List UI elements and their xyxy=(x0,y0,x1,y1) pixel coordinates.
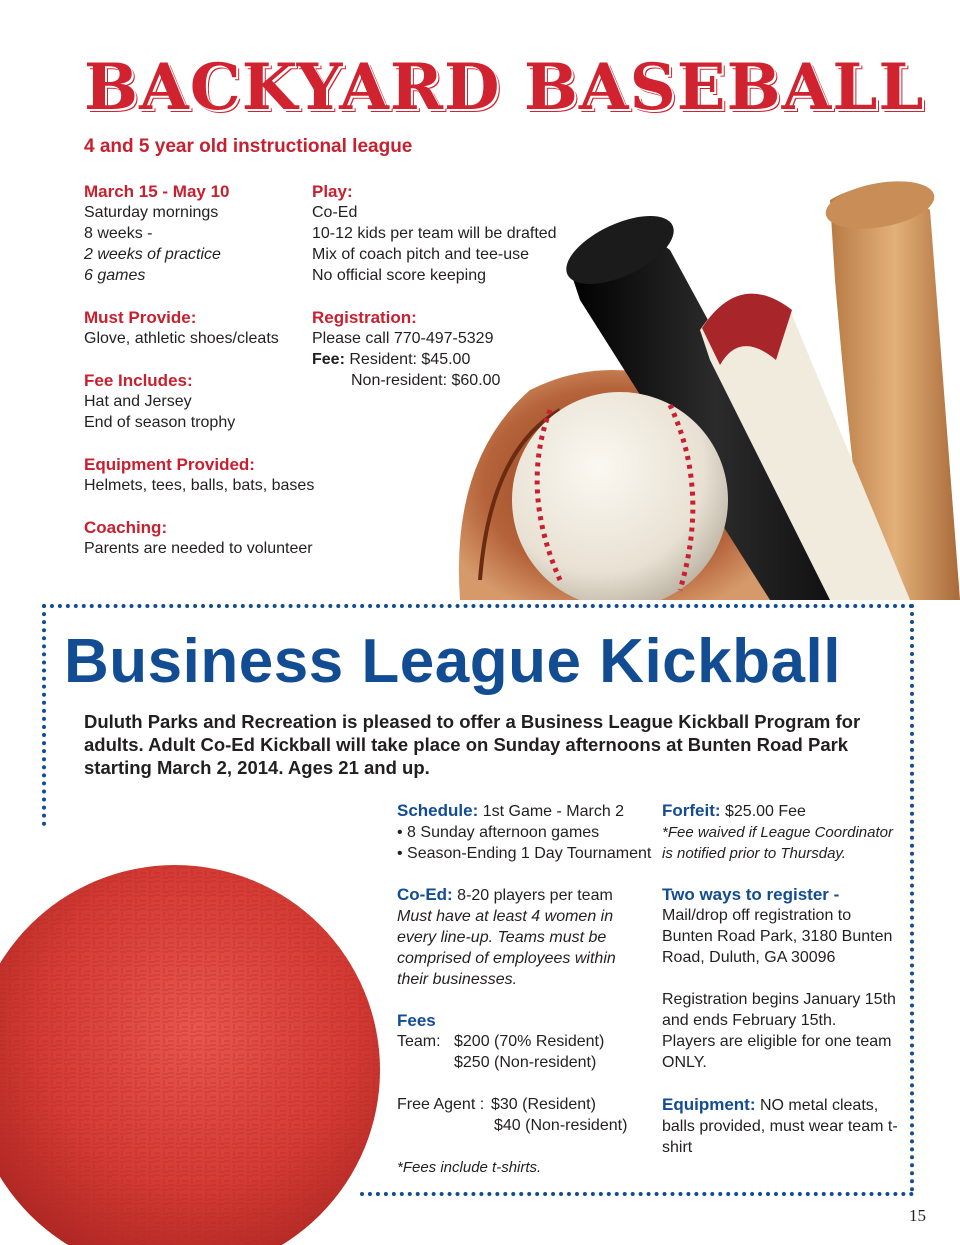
kickball-title: Business League Kickball xyxy=(64,627,841,696)
play-heading: Play: xyxy=(312,182,353,201)
forfeit-italic: *Fee waived if League Coordinator is notified prior to Thursday. xyxy=(662,824,893,862)
coed-section xyxy=(397,884,642,990)
agent-resident: $30 (Resident) xyxy=(491,1096,596,1113)
fee-includes-section xyxy=(84,370,314,433)
coed-text: 8-20 players per team xyxy=(457,887,613,904)
must-provide-text: Glove, athletic shoes/cleats xyxy=(84,330,279,347)
fee-nonresident: Non-resident: $60.00 xyxy=(351,372,501,389)
dates-line: 2 weeks of practice xyxy=(84,246,221,263)
team-label: Team: xyxy=(397,1033,441,1050)
kickball-dotted-border-left xyxy=(42,604,50,826)
must-provide-heading: Must Provide: xyxy=(84,308,197,327)
backyard-dates-section xyxy=(84,181,314,286)
register-section xyxy=(662,884,900,1073)
fee-resident: Resident: $45.00 xyxy=(349,351,471,368)
red-kickball-image xyxy=(0,800,400,1245)
team-resident: $200 (70% Resident) xyxy=(454,1033,605,1050)
kickball-intro: Duluth Parks and Recreation is pleased to offer a Business League Kickball Program for adults. Adult Co-Ed Kickball will take place on Sunday afternoons at Bunten Road Park starting March 2, 2014. Ages 21 and up. xyxy=(84,711,861,778)
schedule-bullet: • Season-Ending 1 Day Tournament xyxy=(397,845,652,862)
page-number: 15 xyxy=(909,1206,926,1225)
fee-includes-line: End of season trophy xyxy=(84,414,236,431)
fee-includes-line: Hat and Jersey xyxy=(84,393,192,410)
team-nonresident: $250 (Non-resident) xyxy=(454,1054,597,1071)
play-line: 10-12 kids per team will be drafted xyxy=(312,225,557,242)
play-line: Co-Ed xyxy=(312,204,358,221)
register-text: Mail/drop off registration to Bunten Road Park, 3180 Bunten Road, Duluth, GA 30096 xyxy=(662,907,893,966)
schedule-first: 1st Game - March 2 xyxy=(482,803,625,820)
must-provide-section xyxy=(84,307,314,349)
dates-line: 6 games xyxy=(84,267,146,284)
fees-heading: Fees xyxy=(397,1011,436,1030)
play-section xyxy=(312,181,582,286)
coaching-text: Parents are needed to volunteer xyxy=(84,540,313,557)
schedule-bullet: • 8 Sunday afternoon games xyxy=(397,824,600,841)
coed-heading: Co-Ed: xyxy=(397,885,453,904)
fee-label: Fee: xyxy=(312,351,345,368)
equipment-provided-heading: Equipment Provided: xyxy=(84,455,255,474)
equipment-provided-text: Helmets, tees, balls, bats, bases xyxy=(84,477,315,494)
registration-fee-line xyxy=(312,349,582,370)
schedule-heading: Schedule: xyxy=(397,801,479,820)
fees-section xyxy=(397,1010,652,1178)
forfeit-heading: Forfeit: xyxy=(662,801,721,820)
dates-line: 8 weeks - xyxy=(84,225,153,242)
forfeit-section xyxy=(662,800,907,864)
equipment-provided-section xyxy=(84,454,344,496)
kickball-equipment-heading: Equipment: xyxy=(662,1095,756,1114)
coaching-heading: Coaching: xyxy=(84,518,168,537)
fees-note: *Fees include t-shirts. xyxy=(397,1159,542,1176)
dates-line: Saturday mornings xyxy=(84,204,219,221)
register-eligibility: Players are eligible for one team ONLY. xyxy=(662,1033,892,1071)
registration-call: Please call 770-497-5329 xyxy=(312,330,494,347)
registration-heading: Registration: xyxy=(312,308,417,327)
coaching-section xyxy=(84,517,344,559)
registration-section xyxy=(312,307,582,391)
backyard-subtitle: 4 and 5 year old instructional league xyxy=(84,136,413,157)
fee-includes-heading: Fee Includes: xyxy=(84,371,193,390)
register-heading: Two ways to register - xyxy=(662,885,840,904)
play-line: Mix of coach pitch and tee-use xyxy=(312,246,530,263)
schedule-section xyxy=(397,800,652,864)
forfeit-text: $25.00 Fee xyxy=(725,803,806,820)
agent-nonresident: $40 (Non-resident) xyxy=(494,1117,628,1134)
kickball-dotted-border-bottom xyxy=(360,1188,914,1196)
coed-italic: Must have at least 4 women in every line-up. Teams must be comprised of employees within their businesses. xyxy=(397,908,616,988)
backyard-baseball-title: BACKYARD BASEBALL xyxy=(84,50,925,125)
free-agent-label: Free Agent : xyxy=(397,1096,485,1113)
dates-heading: March 15 - May 10 xyxy=(84,182,230,201)
kickball-equipment-text: NO metal cleats, balls provided, must wear team t-shirt xyxy=(662,1097,898,1156)
play-line: No official score keeping xyxy=(312,267,487,284)
kickball-equipment-section xyxy=(662,1094,900,1158)
register-dates: Registration begins January 15th and ends February 15th. xyxy=(662,991,896,1029)
